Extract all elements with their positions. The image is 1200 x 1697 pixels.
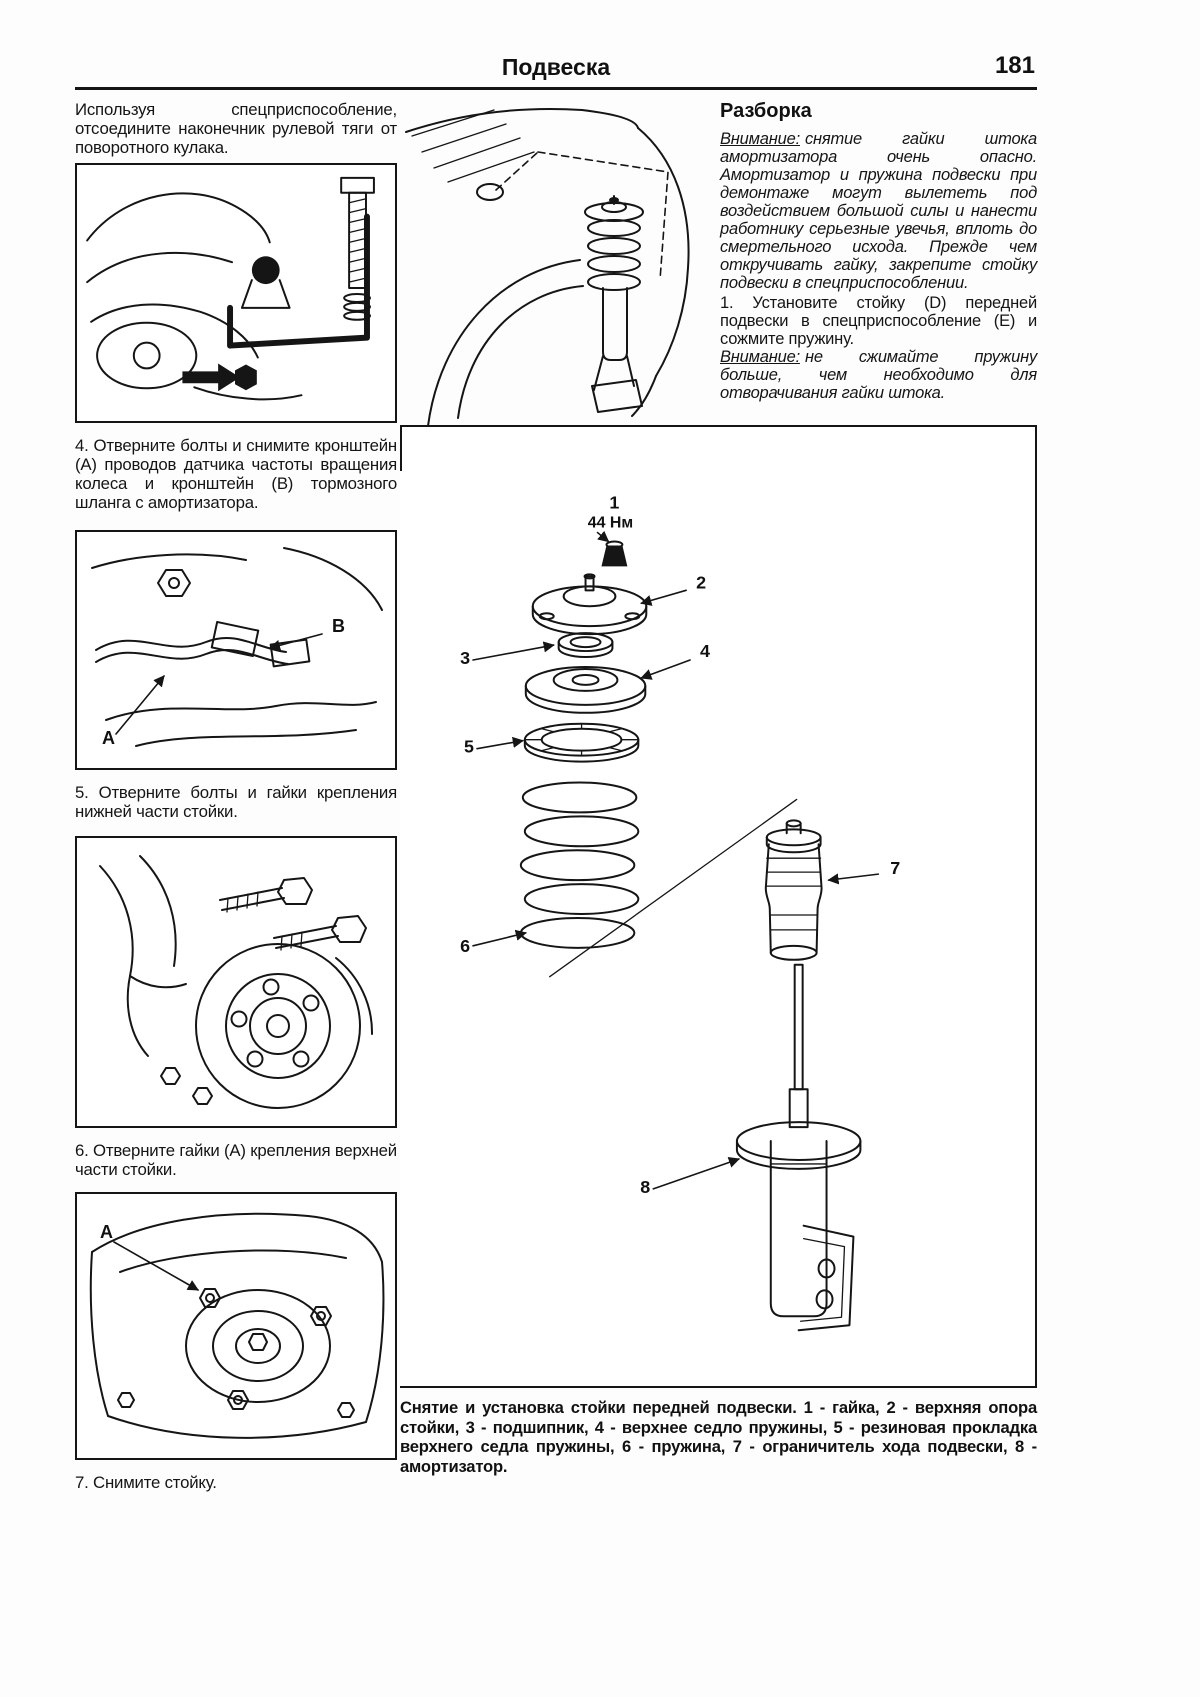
warning-1-label: Внимание:: [720, 130, 800, 148]
part-rubber-gasket: [464, 724, 638, 762]
lower-strut-bolts-illustration: [77, 838, 395, 1126]
exploded-view-caption: Снятие и установка стойки передней подвески. 1 - гайка, 2 - верхняя опора стойки, 3 - подшипник, 4 - верхнее седло пружины, 5 - резиновая прокладка верхнего седла пружины, 6 - пружина, 7 - ограничитель хода подвески, 8 - амортизатор.: [400, 1398, 1037, 1476]
mount-nuts: [118, 1289, 354, 1417]
section-heading: Разборка: [720, 100, 812, 122]
callout-7: 7: [890, 858, 901, 879]
right-column: [720, 100, 1037, 402]
strut-tower-illustration: [77, 1194, 395, 1458]
part-shock-absorber: [640, 965, 860, 1330]
figure-strut-tower-top: [75, 1192, 397, 1460]
callout-8: 8: [640, 1176, 651, 1197]
exploded-view-box: [400, 425, 1037, 1388]
bracket-a-label: A: [102, 728, 115, 748]
part-rod-nut: [588, 493, 633, 567]
figure-sensor-bracket: [75, 530, 397, 770]
body-panel-hatching: [406, 109, 689, 416]
bracket-b-label: B: [332, 616, 345, 636]
part-upper-mount: [533, 572, 706, 634]
steering-knuckle: [100, 856, 186, 1056]
callout-2: 2: [696, 572, 707, 593]
direction-arrow-icon: [182, 363, 240, 391]
step-1: 1. Установите стойку (D) передней подвески в спецприспособление (Е) и сожмите пружину.: [720, 294, 1037, 348]
warning-2-text: не сжимайте пружину больше, чем необходимо для отворачивания гайки штока.: [720, 348, 1037, 402]
tie-rod-separator-illustration: [77, 165, 395, 421]
page-number: 181: [994, 52, 1035, 79]
sensor-bracket-illustration: [77, 532, 395, 768]
sensor-harness: [96, 622, 309, 666]
step-7: 7. Снимите стойку.: [75, 1473, 217, 1492]
knuckle-and-arm: [87, 193, 301, 399]
warning-2-label: Внимание:: [720, 348, 800, 366]
callout-5: 5: [464, 736, 475, 757]
page-title: Подвеска: [501, 54, 611, 80]
composition-line: [550, 799, 797, 976]
exploded-view-illustration: [400, 427, 1035, 1386]
engine-bay-lines: [92, 548, 382, 746]
figure-lower-strut-bolts: [75, 836, 397, 1128]
left-column: [75, 100, 397, 1492]
step-5: 5. Отверните болты и гайки крепления нижней части стойки.: [75, 783, 397, 821]
callout-1: 1: [609, 492, 620, 513]
figure-tie-rod-separator: [75, 163, 397, 423]
step-4: 4. Отверните болты и снимите кронштейн (А) проводов датчика частоты вращения колеса и кронштейн (В) тормозного шланга с амортизатора.: [75, 436, 397, 512]
strut-bolt-1: [220, 878, 312, 912]
part-bearing: [460, 633, 612, 668]
torque-label: 44 Нм: [587, 514, 634, 532]
callout-4: 4: [700, 641, 711, 662]
warning-1-text: снятие гайки штока амортизатора очень опасно. Амортизатор и пружина подвески при демонтаже могут вылететь под воздействием большой силы и нанести работнику серьезные увечья, вплоть до смертельного исхода. Прежде чем откручивать гайку, закрепите стойку подвески в спецприспособлении.: [720, 130, 1037, 292]
lower-nuts: [161, 1068, 212, 1104]
page-header: [75, 52, 1037, 90]
figure-strut-in-wheel-arch: [400, 100, 705, 428]
wheel-arch: [428, 260, 583, 426]
mount-a-label: A: [100, 1222, 113, 1242]
step-6: 6. Отверните гайки (А) крепления верхней части стойки.: [75, 1141, 397, 1179]
intro-paragraph: Используя спецприспособление, отсоедините наконечник рулевой тяги от поворотного кулака.: [75, 100, 397, 157]
puller-tool: [230, 178, 374, 346]
mounting-bolt: [158, 570, 190, 596]
ball-joint: [242, 256, 290, 308]
part-coil-spring: [460, 783, 638, 956]
brake-rotor: [196, 944, 372, 1108]
strut-assembly: [585, 196, 643, 412]
callout-3: 3: [460, 648, 471, 669]
warning-1: [720, 130, 1037, 292]
part-upper-spring-seat: [526, 641, 710, 713]
strut-in-wheel-arch-illustration: [400, 100, 705, 428]
warning-2: [720, 348, 1037, 402]
callout-6: 6: [460, 935, 471, 956]
part-bump-stop: [766, 820, 900, 959]
